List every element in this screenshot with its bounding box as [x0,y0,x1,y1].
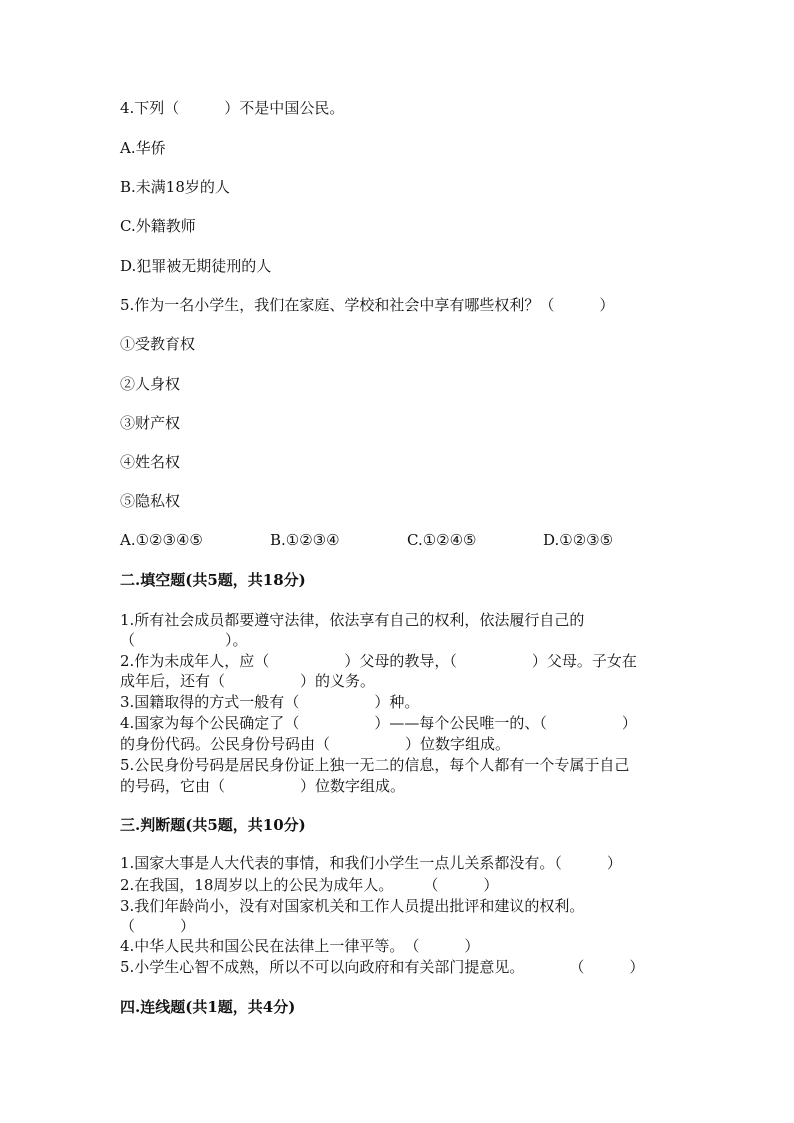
section-3-line: 3.我们年龄尚小，没有对国家机关和工作人员提出批评和建议的权利。 [120,897,585,915]
section-2-heading: 二.填空题(共5题，共18分) [120,571,306,589]
section-3-line: 4.中华人民共和国公民在法律上一律平等。 （ ） [120,937,480,955]
section-2-line: （ ）。 [120,631,248,649]
question-4-option-a: A.华侨 [120,139,166,157]
section-4-heading: 四.连线题(共1题，共4分) [120,998,296,1016]
question-5-item-3: ③财产权 [120,414,181,432]
section-3-line: 2.在我国，18周岁以上的公民为成年人。 （ ） [120,876,499,894]
question-5-stem: 5.作为一名小学生，我们在家庭、学校和社会中享有哪些权利？（ ） [120,296,615,314]
question-4-stem: 4.下列（ ）不是中国公民。 [120,99,345,117]
section-3-heading: 三.判断题(共5题，共10分) [120,816,306,834]
question-5-item-2: ②人身权 [120,375,181,393]
question-5-item-4: ④姓名权 [120,453,181,471]
question-5-option-c: C.①②④⑤ [407,531,477,549]
question-4-option-b: B.未满18岁的人 [120,178,230,196]
section-3-line: 1.国家大事是人大代表的事情，和我们小学生一点儿关系都没有。（ ） [120,854,622,872]
section-2-line: 5.公民身份号码是居民身份证上独一无二的信息，每个人都有一个专属于自己 [120,756,630,774]
section-2-line: 4.国家为每个公民确定了（ ）——每个公民唯一的、（ ） [120,714,637,732]
section-2-line: 1.所有社会成员都要遵守法律，依法享有自己的权利，依法履行自己的 [120,611,585,629]
question-5-item-1: ①受教育权 [120,335,196,353]
question-4-option-c: C.外籍教师 [120,217,196,235]
section-2-line: 2.作为未成年人，应（ ）父母的教导，（ ）父母。子女在 [120,652,637,670]
section-2-line: 的身份代码。公民身份号码由（ ）位数字组成。 [120,735,511,753]
section-3-line: （ ） [120,917,196,935]
section-2-line: 的号码，它由（ ）位数字组成。 [120,777,406,795]
question-4-option-d: D.犯罪被无期徒刑的人 [120,257,272,275]
question-5-options [120,530,680,550]
section-2-line: 3.国籍取得的方式一般有（ ）种。 [120,693,420,711]
question-5-option-d: D.①②③⑤ [543,531,614,549]
section-3-line: 5.小学生心智不成熟，所以不可以向政府和有关部门提意见。 （ ） [120,958,645,976]
section-2-line: 成年后，还有（ ）的义务。 [120,672,376,690]
question-5-option-b: B.①②③④ [270,531,340,549]
question-5-option-a: A.①②③④⑤ [120,531,203,549]
question-5-item-5: ⑤隐私权 [120,492,181,510]
